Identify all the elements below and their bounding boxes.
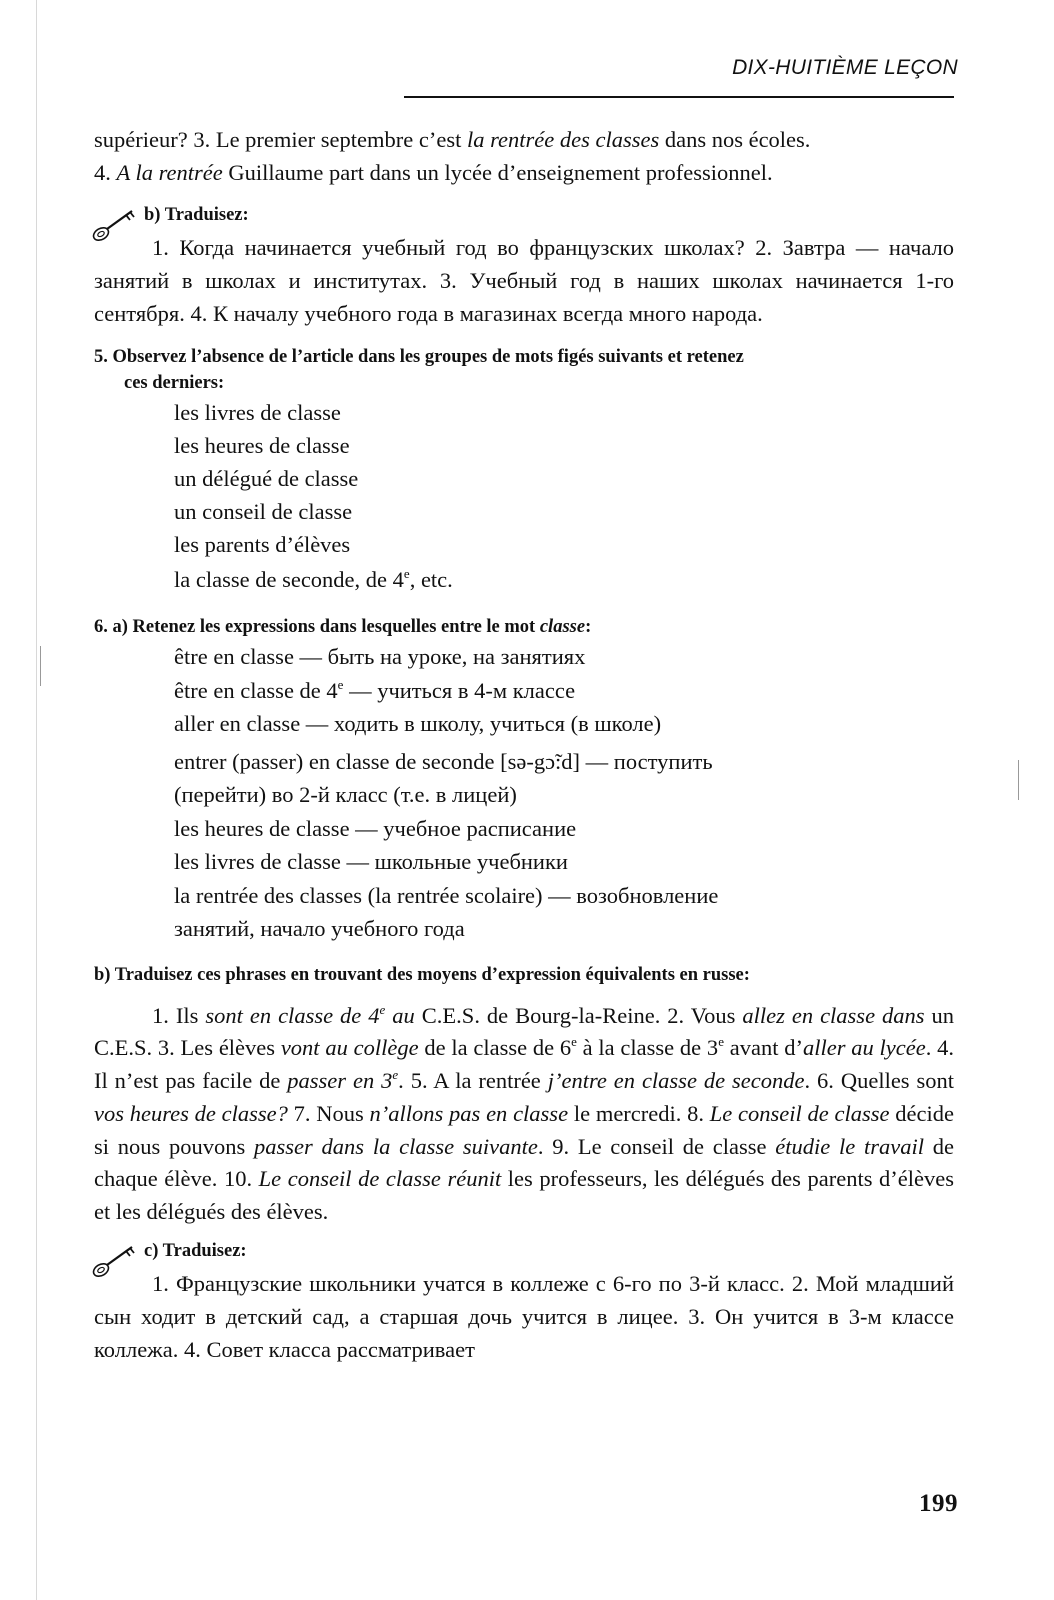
text-italic: Le conseil de classe réunit xyxy=(258,1166,502,1192)
text-span: être en classe de 4 xyxy=(174,677,338,703)
expressions-list xyxy=(94,640,954,946)
expression-line: les heures de classe — учебное расписание xyxy=(174,815,577,841)
list-item xyxy=(174,563,954,596)
list-item: un conseil de classe xyxy=(174,499,353,524)
text-italic: A la rentrée xyxy=(116,160,223,185)
superscript: e xyxy=(379,1001,386,1017)
text-span: . 9. Le conseil de classe xyxy=(537,1133,776,1159)
text-italic: n’allons pas en classe xyxy=(369,1100,569,1126)
text-italic: aller au lycée xyxy=(802,1035,926,1061)
text-span: , etc. xyxy=(409,567,453,592)
heading-italic: classe xyxy=(539,617,586,637)
text-span: de la classe de 6 xyxy=(418,1035,572,1061)
text-span: . 6. Quelles sont xyxy=(804,1068,954,1094)
list-item: un délégué de classe xyxy=(174,466,359,491)
text-span: à la classe de 3 xyxy=(576,1035,719,1061)
exercise-c-translate xyxy=(94,1239,954,1366)
exercise-label: c) Traduisez: xyxy=(144,1241,247,1262)
text-italic: sont en classe de 4 xyxy=(205,1002,380,1028)
text-span: 4. xyxy=(94,160,117,185)
superscript: e xyxy=(571,1034,577,1050)
list-item: les heures de classe xyxy=(174,433,350,458)
text-span: dans nos écoles. xyxy=(659,127,811,152)
text-span: les professeurs, les délégués des parents d’élèves et les délégués des élèves. xyxy=(94,1166,954,1225)
expression-continuation: (перейти) во 2-й класс (т.е. в лицей) xyxy=(174,782,517,807)
heading-text: : xyxy=(585,617,592,637)
exercise-text: 1. Французские школьники учатся в коллеже с 6-го по 3-й класс. 2. Мой младший сын ходит в детский сад, а старшая дочь учится в лицее. 3. Он учится в 3-м классе коллежа. 4. Совет класса рассматривает xyxy=(94,1271,954,1363)
text-span: de chaque élève. 10. xyxy=(94,1133,955,1192)
expression-line: entrer (passer) en classe de seconde [sə-gɔ̃:d] — поступить xyxy=(174,748,713,774)
superscript: e xyxy=(403,566,410,581)
text-span: . 5. A la rentrée xyxy=(398,1068,548,1094)
text-italic: passer en 3 xyxy=(287,1068,393,1094)
list-item: les parents d’élèves xyxy=(174,532,351,557)
key-icon xyxy=(90,205,138,243)
exercise-6b-heading: b) Traduisez ces phrases en trouvant des moyens d’expression équivalents en russe: xyxy=(94,964,750,985)
text-span: — учиться в 4-м классе xyxy=(343,677,576,703)
exercise-6a-heading xyxy=(94,614,954,640)
exercise-text: 1. Когда начинается учебный год во французских школах? 2. Завтра — начало занятий в школах и институтах. 3. Учебный год в наших школах начинается 1-го сентября. 4. К началу учебного года в магазинах всегда много народа. xyxy=(94,235,954,326)
fixed-phrases-list xyxy=(94,396,954,596)
text-italic: allez en classe dans xyxy=(742,1002,925,1028)
page-body xyxy=(94,123,954,1366)
header-rule xyxy=(404,96,954,98)
text-italic: passer dans la classe suivante xyxy=(254,1133,538,1159)
exercise-5-heading xyxy=(94,344,954,396)
list-item: les livres de classe xyxy=(174,400,341,425)
text-italic: au xyxy=(385,1002,415,1028)
text-italic: vos heures de classe? xyxy=(94,1100,288,1126)
margin-mark xyxy=(1018,760,1019,800)
text-span: la classe de seconde, de 4 xyxy=(174,567,404,592)
key-icon xyxy=(90,1241,138,1279)
text-span: 7. Nous xyxy=(287,1100,370,1126)
text-italic: étudie le travail xyxy=(775,1133,925,1159)
text-span: le mercredi. 8. xyxy=(568,1100,710,1126)
expression-continuation: занятий, начало учебного года xyxy=(174,916,465,941)
margin-mark xyxy=(40,646,41,686)
exercise-b-translate xyxy=(94,203,954,330)
text-span: 1. Ils xyxy=(152,1002,206,1028)
text-span: un C.E.S. 3. Les élèves xyxy=(94,1002,955,1061)
page-edge-shadow xyxy=(36,0,37,1600)
superscript: e xyxy=(718,1034,724,1050)
heading-text: 5. Observez l’absence de l’article dans les groupes de mots figés suivants et retenez xyxy=(94,347,744,367)
page-number: 199 xyxy=(919,1490,958,1517)
expression-line: la rentrée des classes (la rentrée scolaire) — возобновление xyxy=(174,882,719,908)
text-italic: la rentrée des classes xyxy=(466,127,660,152)
heading-text: 6. a) Retenez les expressions dans lesquelles entre le mot xyxy=(94,617,540,637)
text-italic: vont au collège xyxy=(280,1035,419,1061)
expression-line: les livres de classe — школьные учебники xyxy=(174,849,568,874)
heading-text: ces derniers: xyxy=(124,373,225,393)
text-span: C.E.S. de Bourg-la-Reine. 2. Vous xyxy=(414,1002,743,1028)
exercise-label: b) Traduisez: xyxy=(144,205,249,225)
paragraph-top xyxy=(94,123,954,189)
text-span: supérieur? 3. Le premier septembre c’est xyxy=(94,127,467,152)
text-span: avant d’ xyxy=(723,1035,803,1061)
superscript: e xyxy=(337,676,344,692)
expression-line: aller en classe — ходить в школу, учиться (в школе) xyxy=(174,711,662,736)
expression-line: être en classe — быть на уроке, на занятиях xyxy=(174,644,586,669)
text-span: Guillaume part dans un lycée d’enseignement professionnel. xyxy=(222,160,773,185)
running-head: DIX-HUITIÈME LEÇON xyxy=(732,56,958,79)
superscript: e xyxy=(392,1067,399,1083)
text-span: . 4. Il n’est pas facile de xyxy=(94,1035,955,1094)
exercise-6b-text xyxy=(94,1000,954,1230)
expression-line xyxy=(174,674,954,708)
text-span: décide si nous pouvons xyxy=(94,1100,954,1159)
text-italic: j’entre en classe de seconde xyxy=(547,1068,805,1094)
text-italic: Le conseil de classe xyxy=(709,1100,890,1126)
